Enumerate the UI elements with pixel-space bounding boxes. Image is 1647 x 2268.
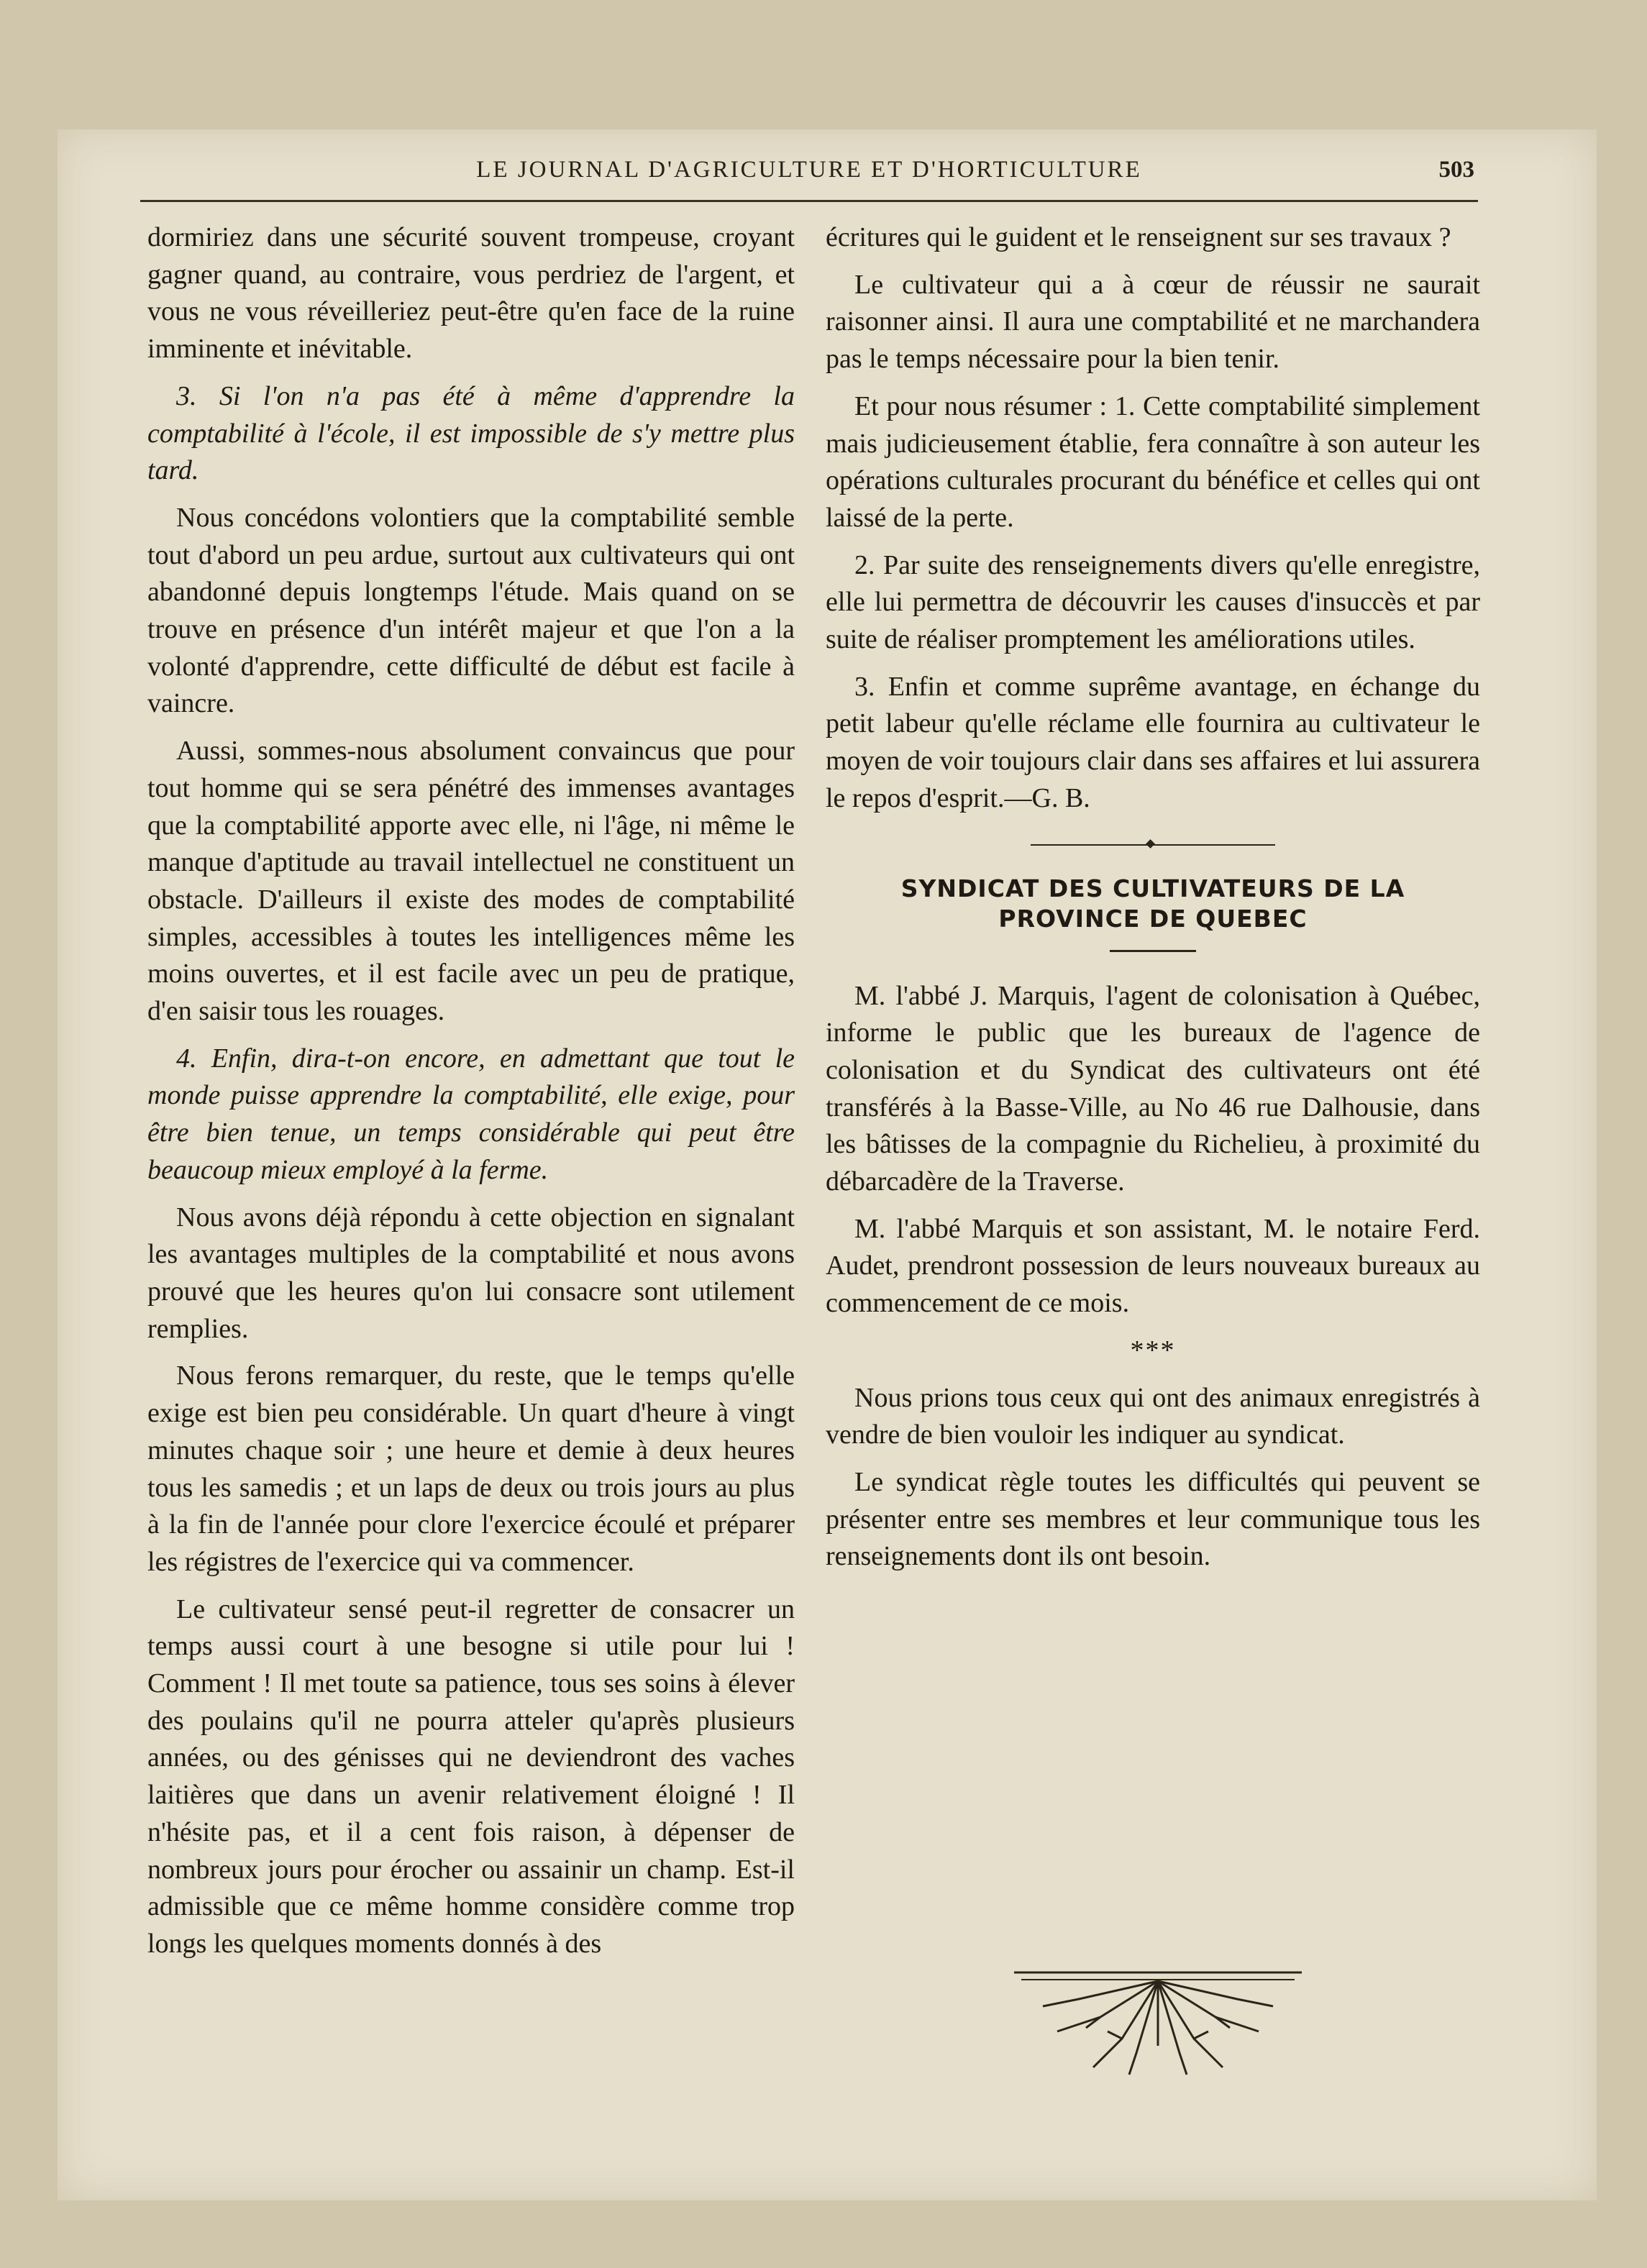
objection-paragraph: 3. Si l'on n'a pas été à même d'apprendre la comptabilité à l'école, il est impossible de s'y mettre plus tard. [147,380,795,486]
paragraph: dormiriez dans une sécurité souvent trompeuse, croyant gagner quand, au contraire, vous perdriez de l'argent, et vous ne vous réveilleriez peut-être qu'en face de la ruine imminente et inévitable. [147,222,795,365]
paragraph: 3. Enfin et comme suprême avantage, en échange du petit labeur qu'elle réclame elle fournira au cultivateur le moyen de voir toujours clair dans ses affaires et lui assurera le repos d'esprit.—G. B. [826,671,1480,813]
title-rule [1110,950,1196,952]
asterism: *** [1130,1335,1176,1366]
section-title-line: PROVINCE DE QUEBEC [998,904,1308,933]
left-column [147,219,795,1973]
paragraph: écritures qui le guident et le renseignent sur ses travaux ? [826,222,1451,252]
section-separator [1031,843,1275,846]
section-title-line: SYNDICAT DES CULTIVATEURS DE LA [900,874,1405,902]
paragraph: Et pour nous résumer : 1. Cette comptabilité simplement mais judicieusement établie, fera connaître à son auteur les opérations culturales procurant du bénéfice et celles qui ont laissé de la perte. [826,390,1480,533]
paragraph: Le syndicat règle toutes les difficultés qui peuvent se présenter entre ses membres et leur communique tous les renseignements dont ils ont besoin. [826,1466,1480,1572]
separator-diamond [1146,839,1155,849]
tailpiece-ornament-icon [1014,1967,1302,2082]
page-number: 503 [1438,157,1474,183]
right-column [826,219,1480,1586]
paragraph: Nous ferons remarquer, du reste, que le temps qu'elle exige est bien peu considérable. Un quart d'heure à vingt minutes chaque soir ; une heure et demie à deux heures tous les samedis ; et un laps de deux ou trois jours au plus à la fin de l'année pour clore l'exercice écoulé et préparer les régistres de l'exercice qui va commencer. [147,1361,795,1577]
paragraph: 2. Par suite des renseignements divers qu'elle enregistre, elle lui permettra de découvrir les causes d'insuccès et par suite de réaliser promptement les améliorations utiles. [826,549,1480,655]
paragraph: M. l'abbé Marquis et son assistant, M. le notaire Ferd. Audet, prendront possession de leurs nouveaux bureaux au commencement de ce mois. [826,1213,1480,1319]
section-title [826,874,1480,934]
paragraph: Le cultivateur sensé peut-il regretter de consacrer un temps aussi court à une besogne si utile pour lui ! Comment ! Il met toute sa patience, tous ses soins à élever des poulains qu'il ne pourra atteler qu'après plusieurs années, ou des génisses qui ne deviendront des vaches laitières que dans un avenir relativement éloigné ! Il n'hésite pas, et il a cent fois raison, à dépenser de nombreux jours pour érocher ou assainir un champ. Est-il admissible que ce même homme considère comme trop longs les quelques moments donnés à des [147,1593,795,1959]
paragraph: Nous avons déjà répondu à cette objection en signalant les avantages multiples de la comptabilité et nous avons prouvé que les heures qu'on lui consacre sont utilement remplies. [147,1202,795,1344]
running-title: LE JOURNAL D'AGRICULTURE ET D'HORTICULTURE [476,157,1142,183]
paragraph: M. l'abbé J. Marquis, l'agent de colonisation à Québec, informe le public que les bureaux de l'agence de colonisation et du Syndicat des cultivateurs ont été transférés à la Basse-Ville, au No 46 rue Dalhousie, dans les bâtisses de la compagnie du Richelieu, à proximité du débarcadère de la Traverse. [826,980,1480,1197]
objection-paragraph: 4. Enfin, dira-t-on encore, en admettant que tout le monde puisse apprendre la comptabilité, elle exige, pour être bien tenue, un temps considérable qui peut être beaucoup mieux employé à la ferme. [147,1043,795,1185]
paragraph: Le cultivateur qui a à cœur de réussir ne saurait raisonner ainsi. Il aura une comptabilité et ne marchandera pas le temps nécessaire pour la bien tenir. [826,269,1480,375]
paragraph: Nous prions tous ceux qui ont des animaux enregistrés à vendre de bien vouloir les indiquer au syndicat. [826,1382,1480,1450]
paragraph: Aussi, sommes-nous absolument convaincus que pour tout homme qui se sera pénétré des immenses avantages que la comptabilité apporte avec elle, ni l'âge, ni même le manque d'aptitude au travail intellectuel ne constituent un obstacle. D'ailleurs il existe des modes de comptabilité simples, accessibles à toutes les intelligences même les moins ouvertes, et il est facile avec un peu de pratique, d'en saisir tous les rouages. [147,736,795,1027]
header-rule [140,200,1478,202]
paragraph: Nous concédons volontiers que la comptabilité semble tout d'abord un peu ardue, surtout aux cultivateurs qui ont abandonné depuis longtemps l'étude. Mais quand on se trouve en présence d'un intérêt majeur et que l'on a la volonté d'apprendre, cette difficulté de début est facile à vaincre. [147,502,795,719]
